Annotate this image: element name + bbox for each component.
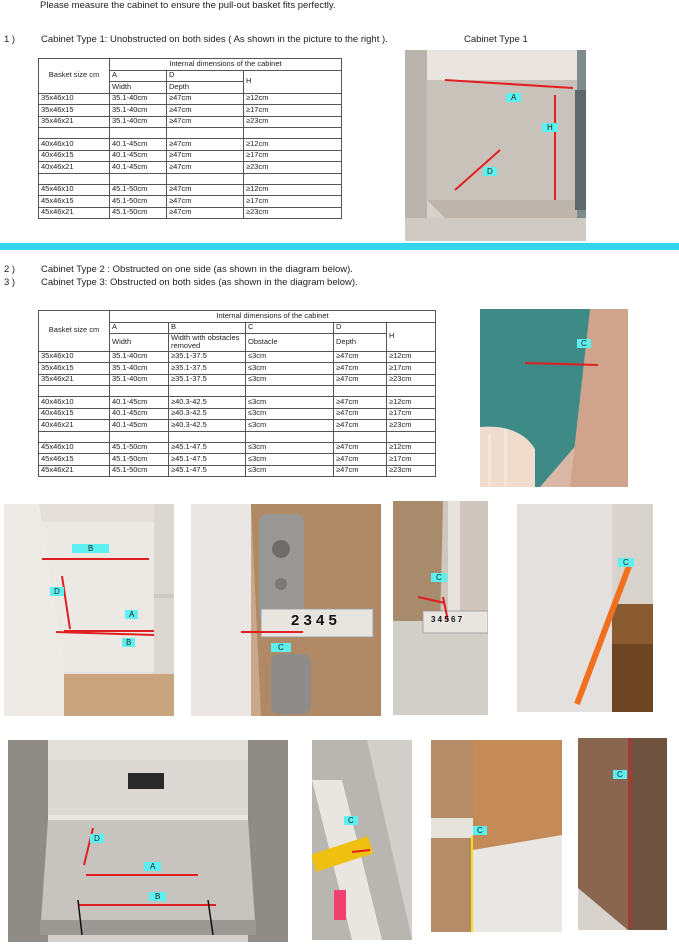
table-cell bbox=[110, 431, 169, 442]
table-cell: ≥47cm bbox=[334, 408, 387, 420]
hinge-ruler-photo bbox=[191, 504, 381, 716]
table-row bbox=[39, 465, 436, 477]
table-cell: 35x46x21 bbox=[39, 374, 110, 386]
table-cell bbox=[110, 386, 169, 397]
table-cell: 40.1-45cm bbox=[110, 150, 167, 162]
table-cell bbox=[246, 386, 334, 397]
table-cell: 45x46x15 bbox=[39, 454, 110, 466]
table-cell: 35x46x15 bbox=[39, 105, 110, 117]
table-cell: ≥12cm bbox=[387, 351, 436, 363]
table-cell bbox=[334, 431, 387, 442]
label-c: C bbox=[431, 573, 447, 582]
table-cell: ≥45.1-47.5 bbox=[169, 454, 246, 466]
table-row bbox=[39, 139, 342, 151]
table-cell: ≥47cm bbox=[334, 351, 387, 363]
label-c: C bbox=[344, 816, 358, 825]
table-row bbox=[39, 196, 342, 208]
label-c: C bbox=[577, 339, 591, 348]
label-c: C bbox=[473, 826, 487, 835]
table1-col-d: D bbox=[167, 70, 244, 82]
table-cell: ≥47cm bbox=[167, 139, 244, 151]
table-cell: 40x46x10 bbox=[39, 139, 110, 151]
table-row bbox=[39, 374, 436, 386]
table-row bbox=[39, 363, 436, 375]
table-cell: ≥23cm bbox=[244, 116, 342, 128]
table-cell: ≥40.3-42.5 bbox=[169, 408, 246, 420]
table-cell: ≥12cm bbox=[244, 184, 342, 196]
table-cell: ≥47cm bbox=[167, 207, 244, 219]
table-cell: ≥17cm bbox=[387, 363, 436, 375]
table-cell: ≥47cm bbox=[334, 465, 387, 477]
table-cell: 45x46x10 bbox=[39, 442, 110, 454]
table-cell: ≥47cm bbox=[334, 442, 387, 454]
table-cell: 45.1-50cm bbox=[110, 454, 169, 466]
section3-number: 3 ) bbox=[4, 277, 16, 288]
table2-col-a-sub: Width bbox=[110, 334, 169, 352]
wood-ruler-photo bbox=[393, 501, 488, 715]
table-cell: ≥47cm bbox=[167, 116, 244, 128]
table-cell: ≥35.1-37.5 bbox=[169, 374, 246, 386]
label-d: D bbox=[483, 167, 497, 176]
table-cell: ≥47cm bbox=[334, 420, 387, 432]
table-row bbox=[39, 162, 342, 174]
table-cell: ≥47cm bbox=[334, 454, 387, 466]
table-cell bbox=[39, 128, 110, 139]
table-cell: 40x46x15 bbox=[39, 150, 110, 162]
table-cell: 45x46x15 bbox=[39, 196, 110, 208]
table-cell: ≥17cm bbox=[244, 196, 342, 208]
table-cell: ≥47cm bbox=[167, 150, 244, 162]
table-cell: 35.1-40cm bbox=[110, 363, 169, 375]
table-cell bbox=[110, 128, 167, 139]
label-a: A bbox=[125, 610, 138, 619]
table-cell: 45x46x21 bbox=[39, 207, 110, 219]
table-cell bbox=[39, 173, 110, 184]
table-cell: ≤3cm bbox=[246, 363, 334, 375]
table-cell: ≥47cm bbox=[167, 184, 244, 196]
table2-col-d-sub: Depth bbox=[334, 334, 387, 352]
table-cell: ≤3cm bbox=[246, 374, 334, 386]
table-cell: ≤3cm bbox=[246, 465, 334, 477]
table-cell: 45x46x21 bbox=[39, 465, 110, 477]
table-cell: ≥17cm bbox=[244, 105, 342, 117]
table-cell: 40.1-45cm bbox=[110, 420, 169, 432]
table-row bbox=[39, 207, 342, 219]
section1-number: 1 ) bbox=[4, 34, 16, 45]
sliding-door-cabinet-photo bbox=[8, 740, 288, 942]
label-b: B bbox=[149, 892, 166, 901]
table-cell: ≥23cm bbox=[387, 465, 436, 477]
table-cell bbox=[39, 431, 110, 442]
table-cell: ≥12cm bbox=[387, 397, 436, 409]
table-cell: 35x46x15 bbox=[39, 363, 110, 375]
table-cell bbox=[244, 173, 342, 184]
table-cell: ≥47cm bbox=[167, 93, 244, 105]
table1-col-d-sub: Depth bbox=[167, 82, 244, 94]
table-cell: ≥45.1-47.5 bbox=[169, 442, 246, 454]
table-cell: ≥17cm bbox=[387, 454, 436, 466]
tape-measure-photo bbox=[312, 740, 412, 940]
table-cell: ≥45.1-47.5 bbox=[169, 465, 246, 477]
table-cell: 35x46x21 bbox=[39, 116, 110, 128]
table-cell: ≥35.1-37.5 bbox=[169, 363, 246, 375]
table2-group-header: Internal dimensions of the cabinet bbox=[110, 311, 436, 323]
table1-group-header: Internal dimensions of the cabinet bbox=[110, 59, 342, 71]
cabinet-type1-title: Cabinet Type 1 bbox=[464, 34, 528, 45]
table2-size-header: Basket size cm bbox=[39, 311, 110, 352]
table-row bbox=[39, 184, 342, 196]
table-cell: 35.1-40cm bbox=[110, 351, 169, 363]
obstacle-photo-teal bbox=[480, 309, 628, 487]
table2-col-a: A bbox=[110, 322, 169, 334]
table-cell: ≥35.1-37.5 bbox=[169, 351, 246, 363]
table-cell: 35x46x10 bbox=[39, 93, 110, 105]
table-cell: 40x46x21 bbox=[39, 162, 110, 174]
section1-text: Cabinet Type 1: Unobstructed on both sides ( As shown in the picture to the right ). bbox=[41, 34, 388, 45]
section3-text: Cabinet Type 3: Obstructed on both sides (as shown in the diagram below). bbox=[41, 277, 358, 288]
table-cell: 40.1-45cm bbox=[110, 162, 167, 174]
table-cell: 45.1-50cm bbox=[110, 184, 167, 196]
table-row bbox=[39, 93, 342, 105]
table-cell: ≥12cm bbox=[244, 139, 342, 151]
table-cell bbox=[246, 431, 334, 442]
table-cell: ≥47cm bbox=[334, 363, 387, 375]
corner-ruler-photo bbox=[431, 740, 562, 932]
table-row bbox=[39, 116, 342, 128]
table-cell: ≥12cm bbox=[244, 93, 342, 105]
table-row bbox=[39, 408, 436, 420]
table-cell bbox=[334, 386, 387, 397]
table-cell: ≥23cm bbox=[387, 420, 436, 432]
cabinet-open-photo bbox=[4, 504, 174, 716]
table-row bbox=[39, 442, 436, 454]
table-cell: ≤3cm bbox=[246, 408, 334, 420]
section2-number: 2 ) bbox=[4, 264, 16, 275]
intro-text: Please measure the cabinet to ensure the pull-out basket fits perfectly. bbox=[40, 0, 336, 11]
table-cell bbox=[167, 173, 244, 184]
table-cell: ≤3cm bbox=[246, 397, 334, 409]
ruler-digits: 2 3 4 5 bbox=[291, 612, 337, 629]
table-cell: ≥40.3-42.5 bbox=[169, 420, 246, 432]
table-cell bbox=[169, 386, 246, 397]
table-cell bbox=[167, 128, 244, 139]
section-divider bbox=[0, 243, 679, 250]
table-cell: ≥23cm bbox=[244, 207, 342, 219]
table1-size-header: Basket size cm bbox=[39, 59, 110, 94]
table-cell: 45.1-50cm bbox=[110, 207, 167, 219]
table-cell: 45.1-50cm bbox=[110, 465, 169, 477]
table2-col-c: C bbox=[246, 322, 334, 334]
table-cell: ≤3cm bbox=[246, 442, 334, 454]
wood-panel-photo bbox=[578, 738, 667, 930]
table-cell: ≥23cm bbox=[244, 162, 342, 174]
table1-col-a: A bbox=[110, 70, 167, 82]
table-cell: 35.1-40cm bbox=[110, 116, 167, 128]
table-cell bbox=[244, 128, 342, 139]
section2-text: Cabinet Type 2 : Obstructed on one side (as shown in the diagram below). bbox=[41, 264, 353, 275]
label-b: B bbox=[122, 638, 135, 647]
table-cell: 40x46x10 bbox=[39, 397, 110, 409]
table-cell: 45.1-50cm bbox=[110, 196, 167, 208]
table-cell: ≥17cm bbox=[244, 150, 342, 162]
label-c: C bbox=[618, 558, 634, 567]
table1 bbox=[38, 58, 342, 219]
table-cell: 40.1-45cm bbox=[110, 408, 169, 420]
label-b: B bbox=[72, 544, 109, 553]
table-cell bbox=[387, 431, 436, 442]
table-cell: ≥47cm bbox=[167, 105, 244, 117]
table-cell: ≥47cm bbox=[334, 397, 387, 409]
label-h: H bbox=[542, 123, 558, 132]
table2-col-h: H bbox=[387, 322, 436, 351]
cabinet-type1-photo bbox=[405, 50, 586, 241]
table1-col-h: H bbox=[244, 70, 342, 93]
table-cell: ≥40.3-42.5 bbox=[169, 397, 246, 409]
orange-marker-photo bbox=[517, 504, 653, 712]
table-cell: ≥17cm bbox=[387, 408, 436, 420]
table-cell bbox=[169, 431, 246, 442]
table-cell: 40.1-45cm bbox=[110, 397, 169, 409]
table-cell: 45.1-50cm bbox=[110, 442, 169, 454]
table-row bbox=[39, 397, 436, 409]
table2-col-b: B bbox=[169, 322, 246, 334]
label-a: A bbox=[506, 93, 521, 102]
table-row bbox=[39, 105, 342, 117]
table-cell bbox=[39, 386, 110, 397]
table1-col-a-sub: Width bbox=[110, 82, 167, 94]
table-cell: 45x46x10 bbox=[39, 184, 110, 196]
table-cell: ≥47cm bbox=[167, 196, 244, 208]
table-cell bbox=[387, 386, 436, 397]
label-d: D bbox=[50, 587, 64, 596]
table-cell: 35.1-40cm bbox=[110, 374, 169, 386]
table-cell: ≥47cm bbox=[334, 374, 387, 386]
table-cell: 40x46x21 bbox=[39, 420, 110, 432]
table2-col-c-sub: Obstacle bbox=[246, 334, 334, 352]
table-cell: ≤3cm bbox=[246, 351, 334, 363]
label-a: A bbox=[144, 862, 161, 871]
table-cell: ≥23cm bbox=[387, 374, 436, 386]
table2-col-b-sub: Width with obstacles removed bbox=[169, 334, 246, 352]
table-cell: ≤3cm bbox=[246, 420, 334, 432]
label-c: C bbox=[613, 770, 627, 779]
table-cell: ≥12cm bbox=[387, 442, 436, 454]
table-row bbox=[39, 454, 436, 466]
table2 bbox=[38, 310, 436, 477]
label-d: D bbox=[90, 834, 104, 843]
table-cell: 40x46x15 bbox=[39, 408, 110, 420]
table-cell: 35.1-40cm bbox=[110, 105, 167, 117]
table-cell: 35.1-40cm bbox=[110, 93, 167, 105]
table-cell: ≥47cm bbox=[167, 162, 244, 174]
label-c: C bbox=[271, 643, 291, 652]
ruler-small-digits: 3 4 5 6 7 bbox=[431, 615, 463, 624]
table-row bbox=[39, 420, 436, 432]
table2-col-d: D bbox=[334, 322, 387, 334]
table-cell: 35x46x10 bbox=[39, 351, 110, 363]
table-cell bbox=[110, 173, 167, 184]
table-row bbox=[39, 351, 436, 363]
table-cell: 40.1-45cm bbox=[110, 139, 167, 151]
table-cell: ≤3cm bbox=[246, 454, 334, 466]
table-row bbox=[39, 150, 342, 162]
